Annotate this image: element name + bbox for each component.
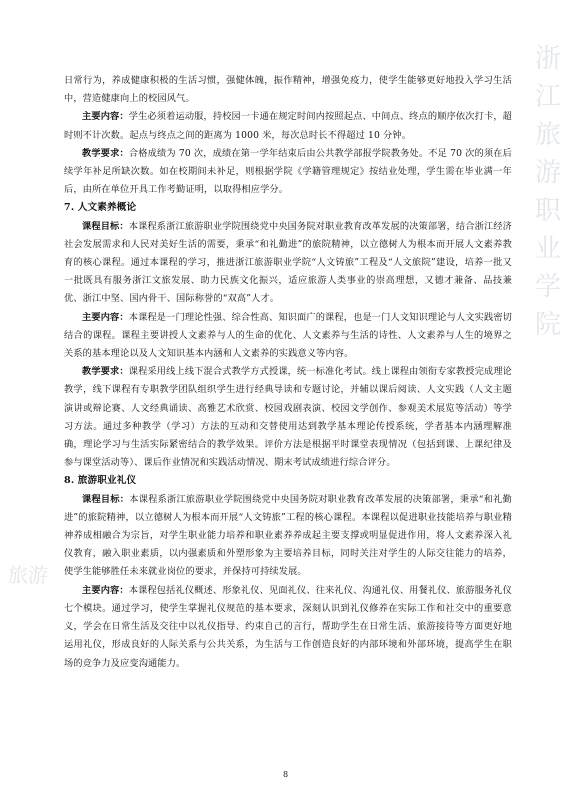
watermark-text: 浙江旅游职业学院	[534, 44, 561, 340]
s8-text-objective: 本课程系浙江旅游职业学院围绕党中央国务院对职业教育改革发展的决策部署，秉承“和礼勤进”的旅院精神，以立德树人为根本而开展“人文铸旅”工程的核心课程。本课程以促进职业技能培养与职业精神养成相融合为宗旨，对学生职业能力培养和职业素养养成起主要支撑或明显促进作用，将人文素养深入礼仪教育，融入职业素质，以内强素质和外塑形象为主要培养目标，同时关注对学生的人际交往能力的培养，使学生能够胜任未来就业岗位的要求，并保持可持续发展。	[64, 493, 512, 578]
section-heading-7: 7. 人文素养概论	[64, 202, 137, 214]
s7-label-content: 主要内容：	[82, 311, 129, 323]
watermark-fragment-text: 旅游	[8, 563, 48, 587]
s8-main-content	[64, 582, 512, 673]
s8-course-objective	[64, 491, 512, 582]
s7-text-objective: 本课程系浙江旅游职业学院围绕党中央国务院对职业教育改革发展的决策部署，结合浙江经济社会发展需求和人民对美好生活的需要，秉承“和礼勤进”的旅院精神，以立德树人为根本而开展人文素养教育的核心课程。通过本课程的学习，推进浙江旅游职业学院“人文铸旅”工程及“人文旅院”建设，培养一批又一批既具有服务浙江文旅发展、助力民族文化振兴，适应旅游人类事业的崇高理想，又德才兼备、品技兼优、浙江中坚、国内骨干、国际称誉的“双高”人才。	[64, 220, 513, 305]
s7-teaching-requirements	[64, 363, 512, 472]
paragraph-teaching-requirements	[64, 145, 512, 200]
s7-label-objective: 课程目标：	[82, 220, 129, 232]
section-heading-8: 8. 旅游职业礼仪	[64, 475, 137, 487]
text-teaching-requirements: 合格成绩为 70 次，成绩在第一学年结束后由公共教学部报学院教务处。不足 70 次的须在后续学年补足所缺次数。如在校期间未补足，则根据学院《学籍管理规定》按结业处理，学生需在毕业满一年后，由所在单位开具工作考勤证明，以取得相应学分。	[64, 147, 513, 196]
paragraph-continued: 日常行为，养成健康积极的生活习惯，强健体魄，振作精神，增强免疫力，使学生能够更好地投入学习生活中，营造健康向上的校园风气。	[64, 75, 512, 105]
s7-label-requirements: 教学要求：	[82, 366, 129, 378]
s7-text-requirements: 课程采用线上线下混合式教学方式授课，统一标准化考试。线上课程由领衔专家教授完成理论教学，线下课程有专职教学团队组织学生进行经典导读和专题讨论，并辅以课后阅读、人文实践（人文主题演讲或辩论赛、人文经典诵读、高雅艺术欣赏、校园戏剧表演、校园文学创作、参观美术展览等活动）等学习方法。通过多种教学（学习）方法的互动和交替使用达到教学基本理论传授系统，学者基本内涵理解准确，理论学习与生活实际紧密结合的教学效果。评价方法是根据平时课堂表现情况（包括到课、上课纪律及参与课堂活动等）、课后作业情况和实践活动情况、期末考试成绩进行综合评分。	[64, 366, 513, 469]
text-main-content: 学生必须着运动服，持校园一卡通在规定时间内按照起点、中间点、终点的顺序依次打卡，超时则不计次数。起点与终点之间的距离为 1000 米，每次总时长不得超过 10 分钟。	[64, 111, 513, 141]
page-number: 8	[282, 770, 289, 779]
paragraph-main-content	[64, 108, 512, 144]
s7-main-content	[64, 309, 512, 364]
s7-text-content: 本课程是一门理论性强、综合性高、知识面广的课程，也是一门人文知识理论与人文实践密切结合的课程。课程主要讲授人文素养与人的生命的优化、人文素养与生活的诗性、人文素养与人生的境界之关系的基本理论以及人文知识基本内涵和人文素养的实践意义等内容。	[64, 311, 513, 360]
document-body	[64, 72, 512, 673]
s8-label-objective: 课程目标：	[82, 493, 130, 505]
watermark-school-name	[528, 40, 568, 344]
label-main-content: 主要内容：	[82, 111, 129, 123]
s8-text-content: 本课程包括礼仪概述、形象礼仪、见面礼仪、往来礼仪、沟通礼仪、用餐礼仪、旅游服务礼仪七个模块。通过学习，使学生掌握礼仪规范的基本要求，深刻认识到礼仪修养在实际工作和社交中的重要意义，学会在日常生活及交往中以礼仪指导、约束自己的言行，帮助学生在日常生活、旅游接待等方面更好地运用礼仪，形成良好的人际关系与公共关系，为生活与工作创造良好的内部环境和外部环境，提高学生在职场的竞争力及应变沟通能力。	[64, 584, 513, 669]
label-teaching-requirements: 教学要求：	[82, 147, 129, 159]
s8-label-content: 主要内容：	[82, 584, 129, 596]
s7-course-objective	[64, 218, 512, 309]
watermark-fragment-left	[4, 560, 52, 590]
